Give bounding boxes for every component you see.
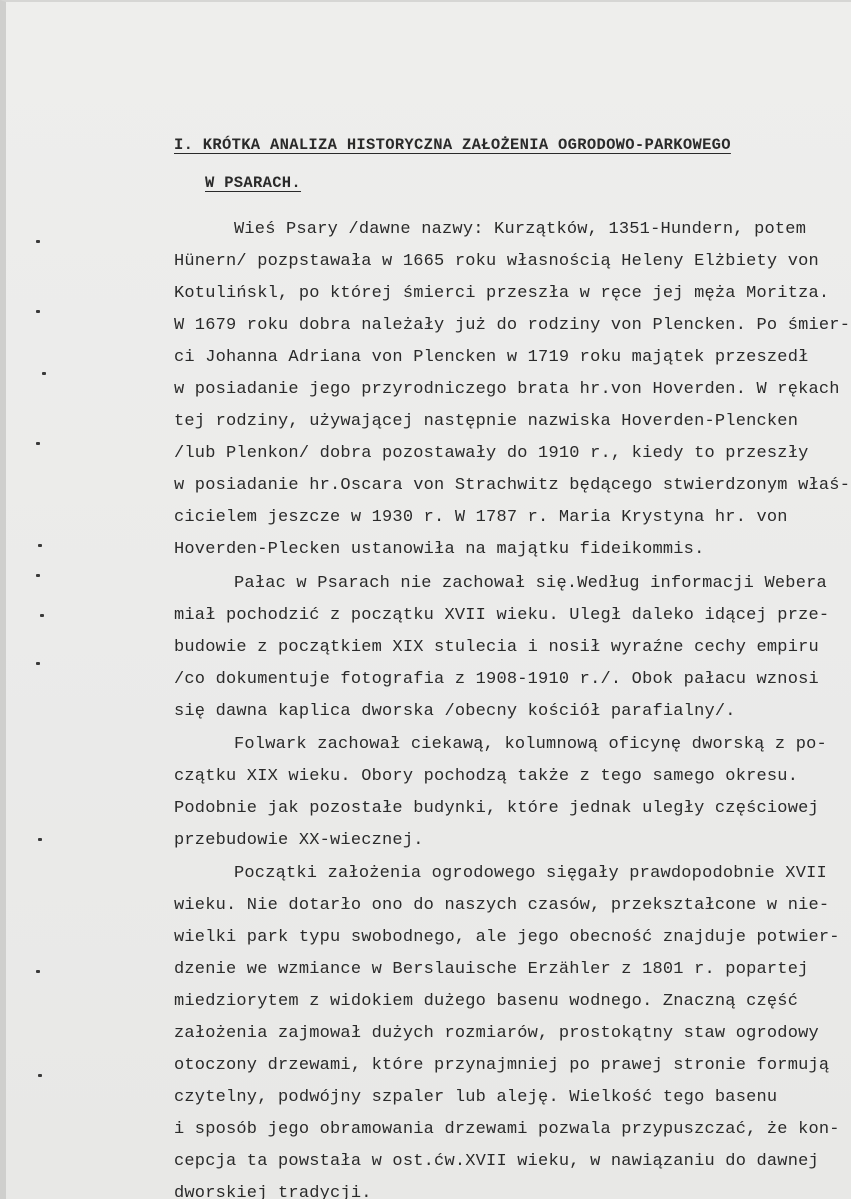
text-line: w posiadanie hr.Oscara von Strachwitz będącego stwierdzonym właś- [174, 476, 851, 495]
margin-mark [38, 838, 42, 841]
margin-mark [38, 544, 42, 547]
margin-mark [38, 1074, 42, 1077]
text-line: /co dokumentuje fotografia z 1908-1910 r./. Obok pałacu wznosi [174, 670, 819, 689]
text-line: tej rodziny, używającej następnie nazwiska Hoverden-Plencken [174, 412, 799, 431]
margin-mark [36, 442, 40, 445]
text-line: w posiadanie jego przyrodniczego brata hr.von Hoverden. W rękach [174, 380, 840, 399]
text-line: Wieś Psary /dawne nazwy: Kurzątków, 1351-Hundern, potem [234, 220, 807, 239]
text-line: założenia zajmował dużych rozmiarów, prostokątny staw ogrodowy [174, 1024, 819, 1043]
margin-mark [40, 614, 44, 617]
text-line: miał pochodzić z początku XVII wieku. Uległ daleko idącej prze- [174, 606, 830, 625]
text-line: przebudowie XX-wiecznej. [174, 831, 424, 850]
text-line: Pałac w Psarach nie zachował się.Według informacji Webera [234, 574, 827, 593]
text-line: dworskiej tradycji. [174, 1184, 372, 1199]
text-line: cepcja ta powstała w ost.ćw.XVII wieku, w nawiązaniu do dawnej [174, 1152, 819, 1171]
text-line: cicielem jeszcze w 1930 r. W 1787 r. Maria Krystyna hr. von [174, 508, 788, 527]
text-line: dzenie we wzmiance w Berslauische Erzähler z 1801 r. popartej [174, 960, 809, 979]
text-line: /lub Plenkon/ dobra pozostawały do 1910 r., kiedy to przeszły [174, 444, 809, 463]
text-line: Kotulińskl, po której śmierci przeszła w ręce jej męża Moritza. [174, 284, 830, 303]
text-line: się dawna kaplica dworska /obecny kościół parafialny/. [174, 702, 736, 721]
text-line: miedziorytem z widokiem dużego basenu wodnego. Znaczną część [174, 992, 799, 1011]
text-line: Hoverden-Plecken ustanowiła na majątku fideikommis. [174, 540, 705, 559]
margin-mark [36, 970, 40, 973]
margin-mark [36, 662, 40, 665]
text-line: i sposób jego obramowania drzewami pozwala przypuszczać, że kon- [174, 1120, 840, 1139]
heading-line-1: I. KRÓTKA ANALIZA HISTORYCZNA ZAŁOŻENIA OGRODOWO-PARKOWEGO [174, 136, 731, 154]
text-line: wieku. Nie dotarło ono do naszych czasów, przekształcone w nie- [174, 896, 830, 915]
text-line: Hünern/ pozpstawała w 1665 roku własnością Heleny Elżbiety von [174, 252, 819, 271]
text-line: W 1679 roku dobra należały już do rodziny von Plencken. Po śmier- [174, 316, 851, 335]
text-line: ci Johanna Adriana von Plencken w 1719 roku majątek przeszedł [174, 348, 809, 367]
heading-line-2: W PSARACH. [205, 174, 302, 192]
text-line: Folwark zachował ciekawą, kolumnową oficynę dworską z po- [234, 735, 827, 754]
text-line: Początki założenia ogrodowego sięgały prawdopodobnie XVII [234, 864, 827, 883]
text-line: wielki park typu swobodnego, ale jego obecność znajduje potwier- [174, 928, 840, 947]
margin-mark [42, 372, 46, 375]
text-line: Podobnie jak pozostałe budynki, które jednak uległy częściowej [174, 799, 819, 818]
text-line: czątku XIX wieku. Obory pochodzą także z tego samego okresu. [174, 767, 799, 786]
margin-mark [36, 240, 40, 243]
margin-mark [36, 310, 40, 313]
text-line: budowie z początkiem XIX stulecia i nosił wyraźne cechy empiru [174, 638, 819, 657]
text-line: czytelny, podwójny szpaler lub aleję. Wielkość tego basenu [174, 1088, 778, 1107]
text-line: otoczony drzewami, które przynajmniej po prawej stronie formują [174, 1056, 830, 1075]
margin-mark [36, 574, 40, 577]
